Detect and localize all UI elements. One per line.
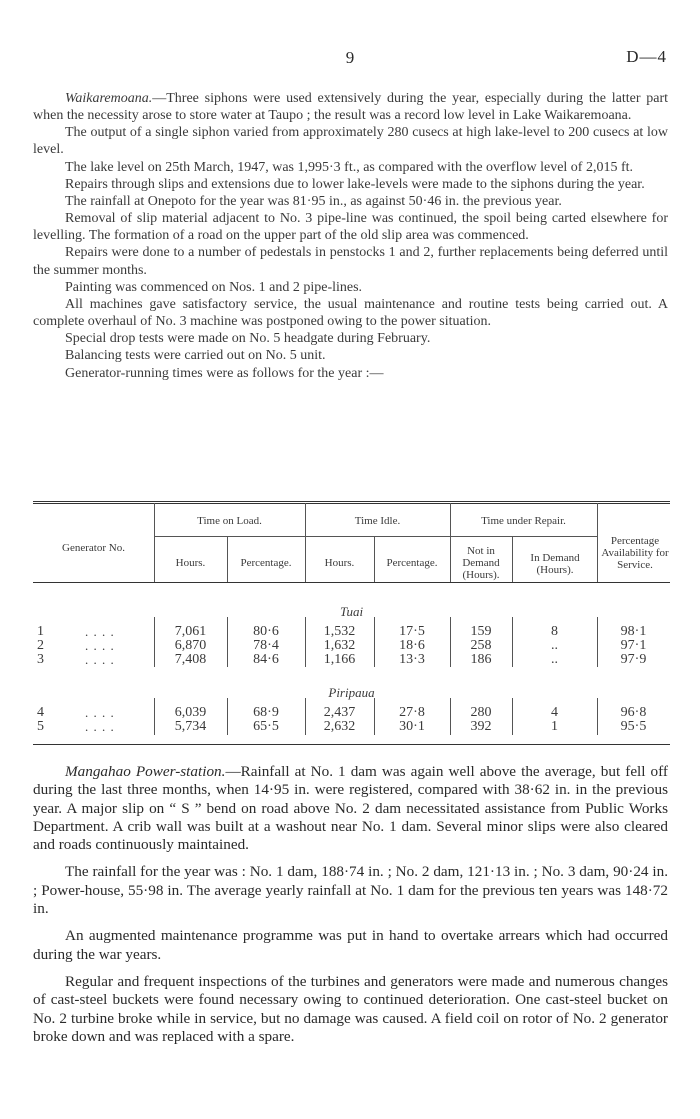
paragraph-gap	[33, 854, 668, 863]
paragraph: Balancing tests were carried out on No. 5 unit.	[65, 348, 326, 364]
idle-percentage: 30·1	[399, 719, 425, 734]
load-hours: 7,408	[174, 652, 207, 667]
load-percentage: 68·9	[253, 705, 279, 720]
not-in-demand-hours: 159	[470, 624, 492, 639]
header-load-percentage: Percentage.	[240, 557, 292, 569]
load-hours: 6,870	[174, 638, 207, 653]
header-time-under-repair: Time under Repair.	[481, 515, 566, 527]
availability-percentage: 98·1	[620, 624, 647, 639]
idle-percentage: 18·6	[399, 638, 425, 653]
leader-dots: . . . .	[85, 624, 115, 639]
not-in-demand-hours: 392	[470, 719, 492, 734]
in-demand-hours: 1	[551, 719, 558, 734]
section-title-tuai: Tuai	[339, 604, 364, 619]
header-in-demand: In Demand (Hours).	[530, 552, 580, 576]
column-divider	[597, 503, 598, 582]
table-top-rule-inner	[33, 503, 670, 504]
mangahao-section	[33, 763, 668, 1046]
paragraph: Repairs were done to a number of pedestals in penstocks 1 and 2, further replacements being deferred until the summer months.	[33, 245, 668, 278]
station-heading: Mangahao Power-station.	[65, 763, 226, 780]
load-percentage: 65·5	[253, 719, 279, 734]
paragraph: All machines gave satisfactory service, the usual maintenance and routine tests being carried out. A complete overhaul of No. 3 machine was postponed owing to the power situation.	[33, 296, 668, 330]
paragraph: Repairs through slips and extensions due to lower lake-levels were made to the siphons during the year.	[65, 176, 645, 192]
idle-hours: 2,632	[323, 719, 356, 734]
generator-number: 4	[37, 705, 44, 720]
paragraph: The rainfall at Onepoto for the year was 81·95 in., as against 50·46 in. the previous year.	[65, 193, 562, 209]
table-top-rule	[33, 501, 670, 502]
load-hours: 6,039	[174, 705, 207, 720]
paragraph: Painting was commenced on Nos. 1 and 2 pipe-lines.	[65, 279, 363, 295]
not-in-demand-hours: 280	[470, 705, 492, 720]
paragraph: Mangahao Power-station.—Rainfall at No. 1 dam was again well above the average, but fell off during the last three months, when 14·95 in. were registered, compared with 38·62 in. in the previous year. A major slip on “ S ” bend on road above No. 2 dam necessitated assistance from Public Works Department. A crib wall was built at a washout near No. 1 dam. Several minor slips were also cleared and roads continuously maintained.	[33, 763, 668, 854]
header-idle-hours: Hours.	[324, 557, 355, 569]
not-in-demand-hours: 258	[470, 638, 492, 653]
header-idle-percentage: Percentage.	[386, 557, 438, 569]
load-percentage: 84·6	[253, 652, 279, 667]
availability-percentage: 97·9	[620, 652, 647, 667]
paragraph: Regular and frequent inspections of the turbines and generators were made and numerous changes of cast-steel buckets were found necessary owing to continued deterioration. One cast-steel bucket on No. 2 turbine broke while in service, but no damage was caused. A field coil on rotor of No. 2 generator broke down and was replaced with a spare.	[33, 972, 668, 1045]
leader-dots: . . . .	[85, 705, 115, 720]
in-demand-hours: ..	[551, 638, 558, 653]
header-subrule	[154, 536, 597, 537]
paragraph: Special drop tests were made on No. 5 headgate during February.	[65, 331, 431, 347]
header-time-idle: Time Idle.	[354, 515, 401, 527]
idle-hours: 1,632	[323, 638, 356, 653]
generator-number: 2	[37, 638, 44, 653]
availability-percentage: 96·8	[620, 705, 647, 720]
page-number: 9	[345, 48, 355, 67]
idle-hours: 1,166	[323, 652, 356, 667]
header-load-hours: Hours.	[175, 557, 206, 569]
section-title-piripaua: Piripaua	[328, 685, 375, 700]
idle-hours: 2,437	[323, 705, 356, 720]
idle-hours: 1,532	[323, 624, 356, 639]
paragraph: An augmented maintenance programme was put in hand to overtake arrears which had occurred during the war years.	[33, 927, 668, 963]
table-bottom-rule	[33, 744, 670, 745]
header-not-in-demand: Not in Demand (Hours).	[462, 545, 500, 581]
load-hours: 7,061	[174, 624, 207, 639]
header-generator-no: Generator No.	[62, 542, 125, 554]
header-availability: Percentage Availability for Service.	[601, 535, 669, 571]
paragraph: The rainfall for the year was : No. 1 dam, 188·74 in. ; No. 2 dam, 121·13 in. ; No. 3 dam, 90·24 in. ; Power-house, 55·98 in. The average yearly rainfall at No. 1 dam for the previous ten years was 148·72 in.	[33, 863, 668, 918]
generator-number: 5	[37, 719, 44, 734]
not-in-demand-hours: 186	[470, 652, 492, 667]
waikaremoana-section	[33, 90, 668, 382]
idle-percentage: 17·5	[399, 624, 425, 639]
header-time-on-load: Time on Load.	[197, 515, 262, 527]
paragraph: The output of a single siphon varied from approximately 280 cusecs at high lake-level to 200 cusecs at low level.	[33, 125, 668, 158]
idle-percentage: 27·8	[399, 705, 425, 720]
paragraph-gap	[33, 918, 668, 927]
column-divider	[512, 537, 513, 582]
in-demand-hours: 4	[551, 705, 558, 720]
paragraph: Waikaremoana.—Three siphons were used extensively during the year, especially during the latter part when the necessity arose to store water at Taupo ; the result was a record low level in Lake Waikaremoana.	[33, 91, 668, 124]
paragraph: Removal of slip material adjacent to No. 3 pipe-line was continued, the spoil being carted elsewhere for levelling. The formation of a road on the upper part of the old slip area was commenced.	[33, 211, 668, 244]
document-reference: D—4	[626, 47, 667, 66]
idle-percentage: 13·3	[399, 652, 425, 667]
leader-dots: . . . .	[85, 719, 115, 734]
leader-dots: . . . .	[85, 638, 115, 653]
generator-number: 1	[37, 624, 44, 639]
availability-percentage: 95·5	[620, 719, 647, 734]
paragraph: The lake level on 25th March, 1947, was 1,995·3 ft., as compared with the overflow level of 2,015 ft.	[65, 159, 634, 175]
paragraph-gap	[33, 964, 668, 973]
in-demand-hours: ..	[551, 652, 558, 667]
load-hours: 5,734	[174, 719, 207, 734]
generator-number: 3	[37, 652, 44, 667]
availability-percentage: 97·1	[620, 638, 647, 653]
leader-dots: . . . .	[85, 652, 115, 667]
paragraph: Generator-running times were as follows for the year :—	[65, 365, 384, 381]
in-demand-hours: 8	[551, 624, 558, 639]
load-percentage: 78·4	[253, 638, 279, 653]
header-bottom-rule	[33, 582, 670, 583]
load-percentage: 80·6	[253, 624, 279, 639]
station-heading: Waikaremoana.	[65, 91, 153, 106]
